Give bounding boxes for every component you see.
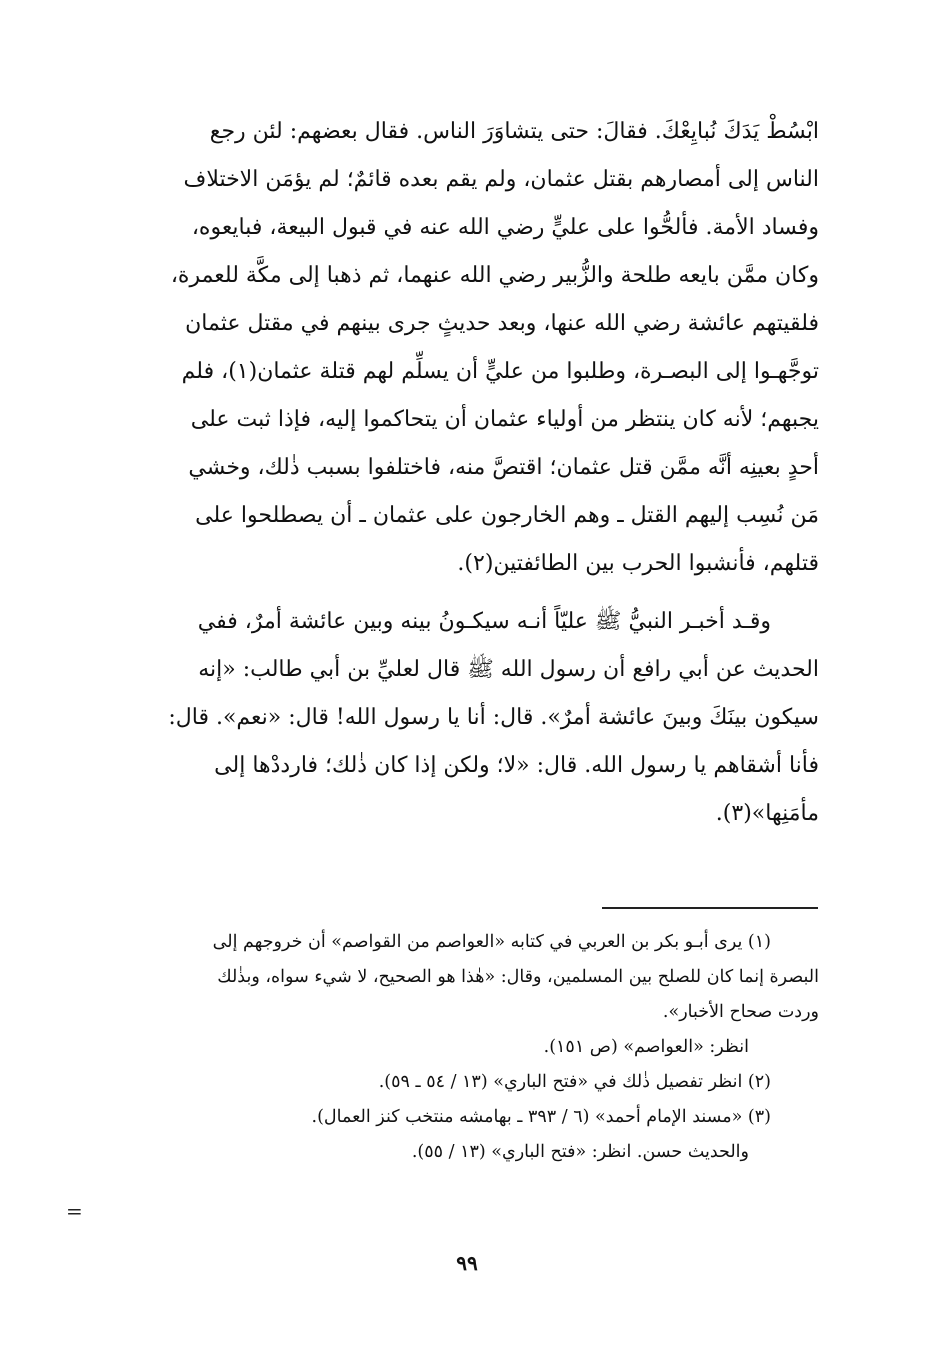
text-line: سيكون بينَكَ وبينَ عائشة أمرٌ». قال: أنا يا رسول الله! قال: «نعم». قال: [168, 705, 819, 730]
paragraph-gap [105, 588, 819, 598]
text-line: وكان ممَّن بايعه طلحة والزُّبير رضي الله عنهما، ثم ذهبا إلى مكَّة للعمرة، [170, 263, 819, 288]
footnote-line: (٢) انظر تفصيل ذٰلك في «فتح الباري» (١٣ / ٥٤ ـ ٥٩). [378, 1072, 771, 1092]
footnote-line: والحديث حسن. انظر: «فتح الباري» (١٣ / ٥٥). [411, 1142, 749, 1162]
text-line: يجبهم؛ لأنه كان ينتظر من أولياء عثمان أن يتحاكموا إليه، فإذا ثبت على [190, 407, 819, 432]
text-line: توجَّهـوا إلى البصـرة، وطلبوا من عليٍّ أن يسلِّم لهم قتلة عثمان(١)، فلم [181, 359, 819, 384]
text-line: مأمَنِها»(٣). [715, 801, 819, 826]
main-text [105, 108, 819, 838]
text-line: أحدٍ بعينِه أنَّه ممَّن قتل عثمان؛ اقتصَّ منه، فاختلفوا بسبب ذٰلك، وخشي [188, 455, 819, 480]
text-line: ابْسُطْ يَدَكَ نُبايِعْكَ. فقالَ: حتى يتشاوَرَ الناس. فقال بعضهم: لئن رجع [209, 119, 819, 144]
text-line: وقـد أخبـر النبيُّ ﷺ عليّاً أنـه سيكـونُ بينه وبين عائشة أمرٌ، ففي [197, 609, 771, 634]
text-line: مَن نُسِب إليهم القتل ـ وهم الخارجون على عثمان ـ أن يصطلحوا على [195, 503, 819, 528]
footnote-line: انظر: «العواصم» (ص ١٥١). [543, 1037, 749, 1057]
text-line: فأنا أشقاهم يا رسول الله. قال: «لا؛ ولكن إذا كان ذٰلك؛ فارددْها إلى [214, 753, 819, 778]
footnotes [105, 925, 819, 1170]
text-line: فلقيتهم عائشة رضي الله عنها، وبعد حديثٍ جرى بينهم في مقتل عثمان [185, 311, 819, 336]
text-line: وفساد الأمة. فألحُّوا على عليٍّ رضي الله عنه في قبول البيعة، فبايعوه، [191, 215, 819, 240]
text-line: قتلهم، فأنشبوا الحرب بين الطائفتين(٢). [457, 551, 819, 576]
footnote-separator [602, 907, 818, 909]
footnote-line: (٣) «مسند الإمام أحمد» (٦ / ٣٩٣ ـ بهامشه منتخب كنز العمال). [311, 1107, 771, 1127]
page-number: ٩٩ [456, 1251, 478, 1275]
footnote-line: وردت صحاح الأخبار». [662, 1002, 819, 1022]
margin-mark: = [66, 1199, 83, 1223]
text-line: الحديث عن أبي رافع أن رسول الله ﷺ قال لعليِّ بن أبي طالب: «إنه [198, 657, 819, 682]
text-line: الناس إلى أمصارهم بقتل عثمان، ولم يقم بعده قائمٌ؛ لم يؤمَن الاختلاف [183, 167, 819, 192]
footnote-line: (١) يرى أبـو بكر بن العربي في كتابه «العواصم من القواصم» أن خروجهم إلى [212, 932, 771, 952]
footnote-line: البصرة إنما كان للصلح بين المسلمين، وقال: «هٰذا هو الصحيح، لا شيء سواه، وبذٰلك [217, 967, 819, 987]
